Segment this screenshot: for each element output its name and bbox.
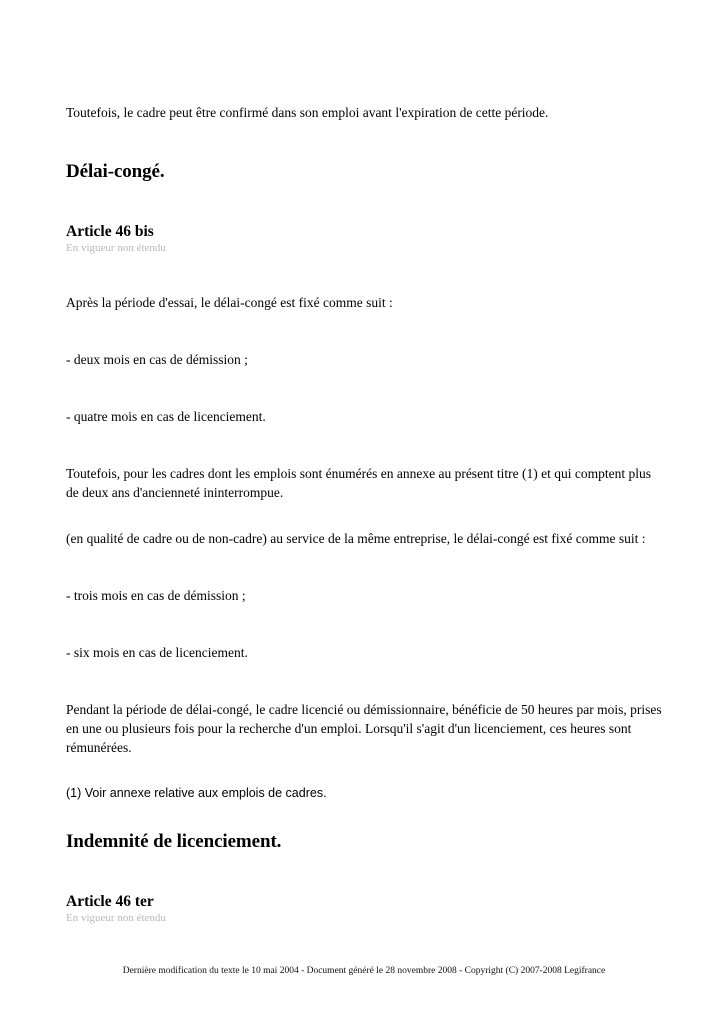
article-status-46-ter: En vigueur non étendu bbox=[66, 912, 166, 924]
section-heading-indemnite-licenciement: Indemnité de licenciement. bbox=[66, 831, 282, 852]
spacer bbox=[66, 757, 662, 784]
spacer bbox=[66, 255, 662, 293]
paragraph-cadres-annexe: Toutefois, pour les cadres dont les emplois sont énumérés en annexe au présent titre (1) et qui comptent plus de deux ans d'ancienneté ininterrompue. bbox=[66, 466, 652, 500]
spacer bbox=[66, 803, 662, 830]
spacer bbox=[66, 426, 662, 464]
spacer bbox=[66, 369, 662, 407]
article-title-46-bis: Article 46 bis bbox=[66, 223, 154, 240]
spacer bbox=[66, 312, 662, 350]
spacer bbox=[66, 122, 662, 160]
page-footer: Dernière modification du texte le 10 mai 2004 - Document généré le 28 novembre 2008 - Copyright (C) 2007-2008 Legifrance bbox=[122, 966, 606, 976]
section-heading-delai-conge: Délai-congé. bbox=[66, 161, 165, 182]
spacer bbox=[66, 502, 662, 529]
paragraph-deux-mois-demission: - deux mois en cas de démission ; bbox=[66, 352, 248, 367]
article-status-46-bis: En vigueur non étendu bbox=[66, 242, 166, 254]
paragraph-heures-recherche-emploi: Pendant la période de délai-congé, le cadre licencié ou démissionnaire, bénéficie de 50 heures par mois, prises en une ou plusieurs fois pour la recherche d'un emploi. Lorsqu'il s'agit d'un licenciement, ces heures sont rémunérées. bbox=[66, 702, 662, 755]
footnote-annexe-emplois-cadres: (1) Voir annexe relative aux emplois de cadres. bbox=[66, 786, 327, 800]
spacer bbox=[66, 605, 662, 643]
paragraph-confirmation: Toutefois, le cadre peut être confirmé dans son emploi avant l'expiration de cette période. bbox=[66, 105, 549, 120]
paragraph-delai-conge-intro: Après la période d'essai, le délai-congé est fixé comme suit : bbox=[66, 295, 393, 310]
spacer bbox=[66, 662, 662, 700]
paragraph-trois-mois-demission: - trois mois en cas de démission ; bbox=[66, 588, 246, 603]
document-content bbox=[66, 0, 662, 925]
paragraph-quatre-mois-licenciement: - quatre mois en cas de licenciement. bbox=[66, 409, 266, 424]
spacer bbox=[66, 854, 662, 892]
paragraph-six-mois-licenciement: - six mois en cas de licenciement. bbox=[66, 645, 248, 660]
spacer bbox=[66, 548, 662, 586]
paragraph-qualite-cadre: (en qualité de cadre ou de non-cadre) au service de la même entreprise, le délai-congé est fixé comme suit : bbox=[66, 531, 646, 546]
article-title-46-ter: Article 46 ter bbox=[66, 893, 154, 910]
spacer bbox=[66, 184, 662, 222]
